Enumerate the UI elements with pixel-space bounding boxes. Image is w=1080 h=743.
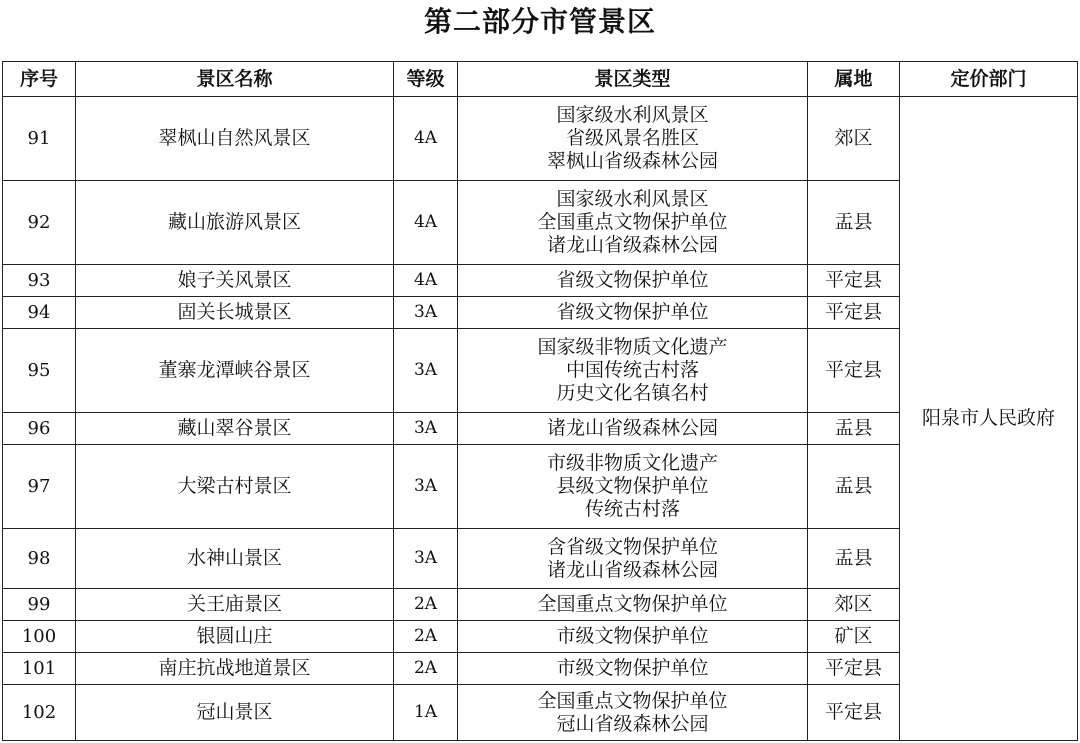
- scenic-type-cell: [458, 97, 808, 181]
- grade-cell: 4A: [394, 181, 458, 265]
- location-cell: 郊区: [808, 97, 900, 181]
- location-cell: 盂县: [808, 529, 900, 589]
- table-header-row: [3, 62, 1078, 97]
- scenic-name-cell: 董寨龙潭峡谷景区: [76, 329, 394, 413]
- scenic-type-cell: [458, 181, 808, 265]
- scenic-name-cell: 水神山景区: [76, 529, 394, 589]
- header-cell: 景区名称: [76, 62, 394, 97]
- scenic-type-cell: [458, 265, 808, 297]
- grade-cell: 4A: [394, 97, 458, 181]
- document-title: 第二部分市管景区: [423, 5, 656, 38]
- scenic-type-line: 全国重点文物保护单位: [537, 211, 728, 233]
- grade-cell: 1A: [394, 685, 458, 741]
- grade-cell: 3A: [394, 445, 458, 529]
- grade-cell: 2A: [394, 589, 458, 621]
- row-number-cell: 93: [3, 265, 76, 297]
- header-cell: 序号: [3, 62, 76, 97]
- scenic-type-line: 国家级水利风景区: [556, 104, 709, 126]
- scenic-type-line: 国家级水利风景区: [556, 188, 709, 210]
- row-number-cell: 92: [3, 181, 76, 265]
- grade-cell: 2A: [394, 653, 458, 685]
- scenic-name-cell: 藏山翠谷景区: [76, 413, 394, 445]
- scenic-type-line: 诸龙山省级森林公园: [546, 234, 718, 256]
- scenic-name-cell: 翠枫山自然风景区: [76, 97, 394, 181]
- scenic-type-line: 市级文物保护单位: [556, 625, 709, 647]
- scenic-type-line: 全国重点文物保护单位: [537, 593, 728, 615]
- scenic-type-cell: [458, 653, 808, 685]
- table-row: [3, 97, 1078, 181]
- scenic-type-line: 冠山省级森林公园: [556, 712, 709, 735]
- scenic-type-line: 中国传统古村落: [565, 359, 699, 381]
- grade-cell: 3A: [394, 413, 458, 445]
- row-number-cell: 100: [3, 621, 76, 653]
- scenic-type-line: 省级文物保护单位: [556, 269, 709, 291]
- scenic-type-line: 市级文物保护单位: [556, 657, 709, 679]
- scenic-name-cell: 藏山旅游风景区: [76, 181, 394, 265]
- row-number-cell: 96: [3, 413, 76, 445]
- location-cell: 平定县: [808, 265, 900, 297]
- scenic-type-cell: [458, 685, 808, 741]
- scenic-type-line: 传统古村落: [584, 498, 680, 520]
- scenic-type-line: 省级文物保护单位: [556, 301, 709, 323]
- scenic-type-line: 全国重点文物保护单位: [537, 689, 728, 712]
- scenic-name-cell: 南庄抗战地道景区: [76, 653, 394, 685]
- row-number-cell: 94: [3, 297, 76, 329]
- scenic-type-cell: [458, 413, 808, 445]
- row-number-cell: 101: [3, 653, 76, 685]
- header-cell: 定价部门: [900, 62, 1078, 97]
- scenic-name-cell: 大梁古村景区: [76, 445, 394, 529]
- location-cell: 平定县: [808, 297, 900, 329]
- location-cell: 平定县: [808, 329, 900, 413]
- location-cell: 平定县: [808, 685, 900, 741]
- scenic-name-cell: 固关长城景区: [76, 297, 394, 329]
- row-number-cell: 97: [3, 445, 76, 529]
- location-cell: 平定县: [808, 653, 900, 685]
- scenic-area-table: [2, 61, 1078, 741]
- pricing-department-cell: 阳泉市人民政府: [900, 97, 1078, 741]
- scenic-type-cell: [458, 445, 808, 529]
- location-cell: 盂县: [808, 413, 900, 445]
- scenic-type-cell: [458, 329, 808, 413]
- row-number-cell: 98: [3, 529, 76, 589]
- row-number-cell: 102: [3, 685, 76, 741]
- location-cell: 盂县: [808, 181, 900, 265]
- scenic-type-line: 含省级文物保护单位: [546, 535, 718, 558]
- scenic-type-cell: [458, 621, 808, 653]
- grade-cell: 3A: [394, 297, 458, 329]
- row-number-cell: 95: [3, 329, 76, 413]
- grade-cell: 4A: [394, 265, 458, 297]
- scenic-type-line: 历史文化名镇名村: [556, 382, 709, 404]
- scenic-type-cell: [458, 529, 808, 589]
- scenic-name-cell: 银圆山庄: [76, 621, 394, 653]
- grade-cell: 2A: [394, 621, 458, 653]
- scenic-type-line: 诸龙山省级森林公园: [546, 558, 718, 581]
- grade-cell: 3A: [394, 329, 458, 413]
- location-cell: 矿区: [808, 621, 900, 653]
- header-cell: 属地: [808, 62, 900, 97]
- grade-cell: 3A: [394, 529, 458, 589]
- scenic-type-line: 国家级非物质文化遗产: [537, 336, 728, 358]
- scenic-name-cell: 冠山景区: [76, 685, 394, 741]
- scenic-name-cell: 娘子关风景区: [76, 265, 394, 297]
- scenic-type-line: 省级风景名胜区: [565, 127, 699, 149]
- scenic-type-line: 市级非物质文化遗产: [546, 452, 718, 474]
- row-number-cell: 99: [3, 589, 76, 621]
- scenic-type-cell: [458, 589, 808, 621]
- location-cell: 郊区: [808, 589, 900, 621]
- scenic-type-line: 诸龙山省级森林公园: [546, 417, 718, 439]
- row-number-cell: 91: [3, 97, 76, 181]
- scenic-type-line: 县级文物保护单位: [556, 475, 709, 497]
- location-cell: 盂县: [808, 445, 900, 529]
- scenic-type-cell: [458, 297, 808, 329]
- header-cell: 景区类型: [458, 62, 808, 97]
- scenic-type-line: 翠枫山省级森林公园: [546, 150, 718, 172]
- scenic-name-cell: 关王庙景区: [76, 589, 394, 621]
- header-cell: 等级: [394, 62, 458, 97]
